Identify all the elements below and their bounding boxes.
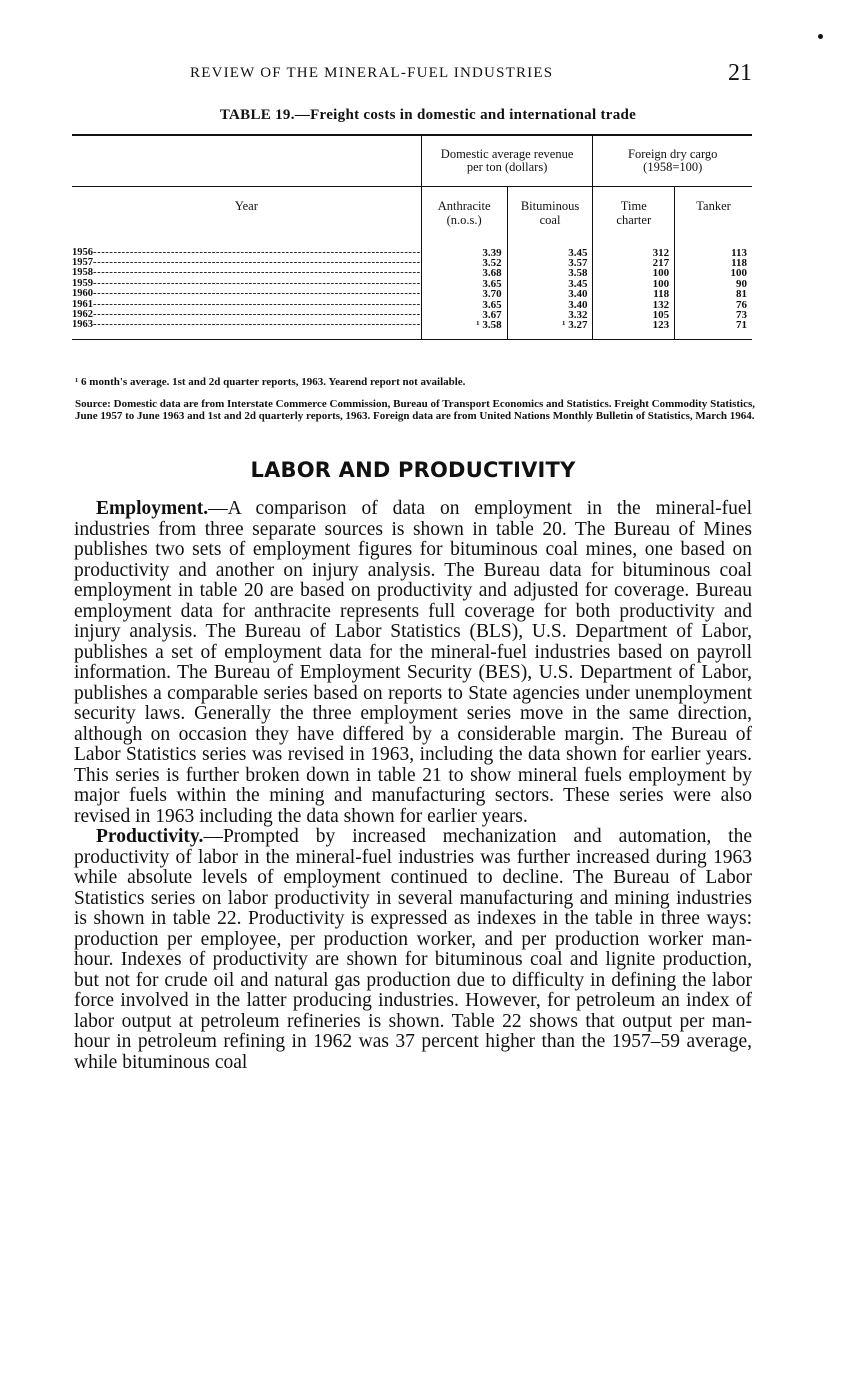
bituminous-cell: 3.40 bbox=[507, 300, 593, 310]
table-footnote: ¹ 6 month's average. 1st and 2d quarter reports, 1963. Yearend report not available. bbox=[75, 376, 466, 388]
year-cell: 1960-------------------------------------------------------------------------------- bbox=[72, 289, 421, 300]
anthracite-cell: 3.52 bbox=[421, 258, 507, 268]
productivity-text: —Prompted by increased mechanization and automation, the productivity of labor in the mineral-fuel industries was further increased during 1963 while absolute levels of employment continued to decline. The Bureau of Labor Statistics series on labor productivity in several manufacturing and mining industries is shown in table 22. Productivity is expressed as indexes in the table in three ways: production per employee, per production worker, and per production worker man-hour. Indexes of productivity are shown for bituminous coal and lignite production, but not for crude oil and natural gas production due to difficulty in defining the labor force involved in the latter producing industries. However, for petroleum an index of labor output at petroleum refineries is shown. Table 22 shows that output per man-hour in petroleum refining in 1962 was 37 percent higher than the 1957–59 average, while bituminous coal bbox=[74, 826, 752, 1073]
bituminous-cell: 3.40 bbox=[507, 289, 593, 299]
running-header bbox=[0, 60, 856, 86]
freight-cost-table bbox=[72, 134, 752, 340]
bituminous-cell: 3.57 bbox=[507, 258, 593, 268]
time-charter-cell: 123 bbox=[593, 320, 675, 339]
leader-dots: -------------------------------------------------------------------------------- bbox=[93, 257, 421, 268]
col-header-year: Year bbox=[72, 187, 421, 237]
employment-text: —A comparison of data on employment in the mineral-fuel industries from three separate sources is shown in table 20. The Bureau of Mines publishes two sets of employment figures for bituminous coal mines, one based on productivity and another on injury analysis. The Bureau data for bituminous coal employment in table 20 are based on productivity and adjusted for coverage. Bureau employment data for anthracite represents full coverage for both productivity and injury analysis. The Bureau of Labor Statistics (BLS), U.S. Department of Labor, publishes a set of employment data for the mineral-fuel industries based on payroll information. The Bureau of Employment Security (BES), U.S. Department of Labor, publishes a comparable series based on reports to State agencies under unemployment security laws. Generally the three employment series move in the same direction, although on occasion they have differed by a considerable margin. The Bureau of Labor Statistics series was revised in 1963, including the data shown for earlier years. This series is further broken down in table 21 to show mineral fuels employment by major fuels within the mining and manufacturing sectors. These series were also revised in 1963 including the data shown for earlier years. bbox=[74, 498, 752, 827]
employment-paragraph bbox=[74, 499, 752, 827]
time-charter-cell: 118 bbox=[593, 289, 675, 299]
bituminous-cell: 3.32 bbox=[507, 310, 593, 320]
time-charter-cell: 100 bbox=[593, 268, 675, 278]
page-mark bbox=[818, 34, 823, 39]
table-row bbox=[72, 310, 752, 320]
tanker-cell: 118 bbox=[675, 258, 752, 268]
col-header-anthracite: Anthracite (n.o.s.) bbox=[421, 187, 507, 237]
table-source-note: Source: Domestic data are from Interstate Commerce Commission, Bureau of Transport Economics and Statistics. Freight Commodity Statistics, June 1957 to June 1963 and 1st and 2d quarterly reports, 1963. Foreign data are from United Nations Monthly Bulletin of Statistics, March 1964. bbox=[75, 398, 755, 422]
time-charter-cell: 132 bbox=[593, 300, 675, 310]
body-text bbox=[74, 499, 752, 1073]
header-spacer bbox=[72, 135, 421, 187]
table-row bbox=[72, 300, 752, 310]
year-cell: 1962-------------------------------------------------------------------------------- bbox=[72, 309, 421, 320]
bituminous-cell: ¹ 3.27 bbox=[507, 320, 593, 339]
tanker-cell: 73 bbox=[675, 310, 752, 320]
year-cell: 1963-------------------------------------------------------------------------------- bbox=[72, 320, 421, 331]
table-row bbox=[72, 279, 752, 289]
anthracite-cell: ¹ 3.58 bbox=[421, 320, 507, 339]
bituminous-cell: 3.45 bbox=[507, 237, 593, 258]
tanker-cell: 71 bbox=[675, 320, 752, 339]
leader-dots: -------------------------------------------------------------------------------- bbox=[93, 320, 421, 331]
anthracite-cell: 3.70 bbox=[421, 289, 507, 299]
leader-dots: -------------------------------------------------------------------------------- bbox=[93, 309, 421, 320]
year-cell: 1956-------------------------------------------------------------------------------- bbox=[72, 246, 421, 258]
time-charter-cell: 105 bbox=[593, 310, 675, 320]
anthracite-cell: 3.39 bbox=[421, 237, 507, 258]
leader-dots: -------------------------------------------------------------------------------- bbox=[93, 246, 421, 258]
tanker-cell: 76 bbox=[675, 300, 752, 310]
section-heading: LABOR AND PRODUCTIVITY bbox=[250, 458, 576, 482]
col-header-bituminous: Bituminous coal bbox=[507, 187, 593, 237]
table-body bbox=[72, 237, 752, 340]
col-header-tanker: Tanker bbox=[675, 187, 752, 237]
leader-dots: -------------------------------------------------------------------------------- bbox=[93, 278, 421, 289]
bituminous-cell: 3.58 bbox=[507, 268, 593, 278]
anthracite-cell: 3.65 bbox=[421, 300, 507, 310]
anthracite-cell: 3.65 bbox=[421, 279, 507, 289]
table-row bbox=[72, 258, 752, 268]
table-caption: TABLE 19.—Freight costs in domestic and international trade bbox=[219, 107, 637, 123]
year-cell: 1959-------------------------------------------------------------------------------- bbox=[72, 278, 421, 289]
leader-dots: -------------------------------------------------------------------------------- bbox=[93, 299, 421, 310]
productivity-paragraph bbox=[74, 827, 752, 1073]
table-row bbox=[72, 237, 752, 258]
anthracite-cell: 3.67 bbox=[421, 310, 507, 320]
table-row bbox=[72, 289, 752, 299]
running-title: REVIEW OF THE MINERAL-FUEL INDUSTRIES bbox=[190, 65, 554, 81]
time-charter-cell: 312 bbox=[593, 237, 675, 258]
leader-dots: -------------------------------------------------------------------------------- bbox=[93, 268, 421, 279]
table-row bbox=[72, 320, 752, 339]
employment-lead: Employment. bbox=[96, 498, 209, 519]
anthracite-cell: 3.68 bbox=[421, 268, 507, 278]
tanker-cell: 100 bbox=[675, 268, 752, 278]
col-header-time-charter: Time charter bbox=[593, 187, 675, 237]
page-number: 21 bbox=[728, 60, 752, 86]
bituminous-cell: 3.45 bbox=[507, 279, 593, 289]
leader-dots: -------------------------------------------------------------------------------- bbox=[93, 289, 421, 300]
tanker-cell: 81 bbox=[675, 289, 752, 299]
tanker-cell: 113 bbox=[675, 237, 752, 258]
time-charter-cell: 217 bbox=[593, 258, 675, 268]
year-cell: 1957-------------------------------------------------------------------------------- bbox=[72, 257, 421, 268]
year-cell: 1958-------------------------------------------------------------------------------- bbox=[72, 268, 421, 279]
group-header-foreign: Foreign dry cargo (1958=100) bbox=[593, 135, 752, 187]
tanker-cell: 90 bbox=[675, 279, 752, 289]
year-cell: 1961-------------------------------------------------------------------------------- bbox=[72, 299, 421, 310]
productivity-lead: Productivity. bbox=[96, 826, 204, 847]
group-header-domestic: Domestic average revenue per ton (dollars) bbox=[421, 135, 593, 187]
time-charter-cell: 100 bbox=[593, 279, 675, 289]
table-row bbox=[72, 268, 752, 278]
